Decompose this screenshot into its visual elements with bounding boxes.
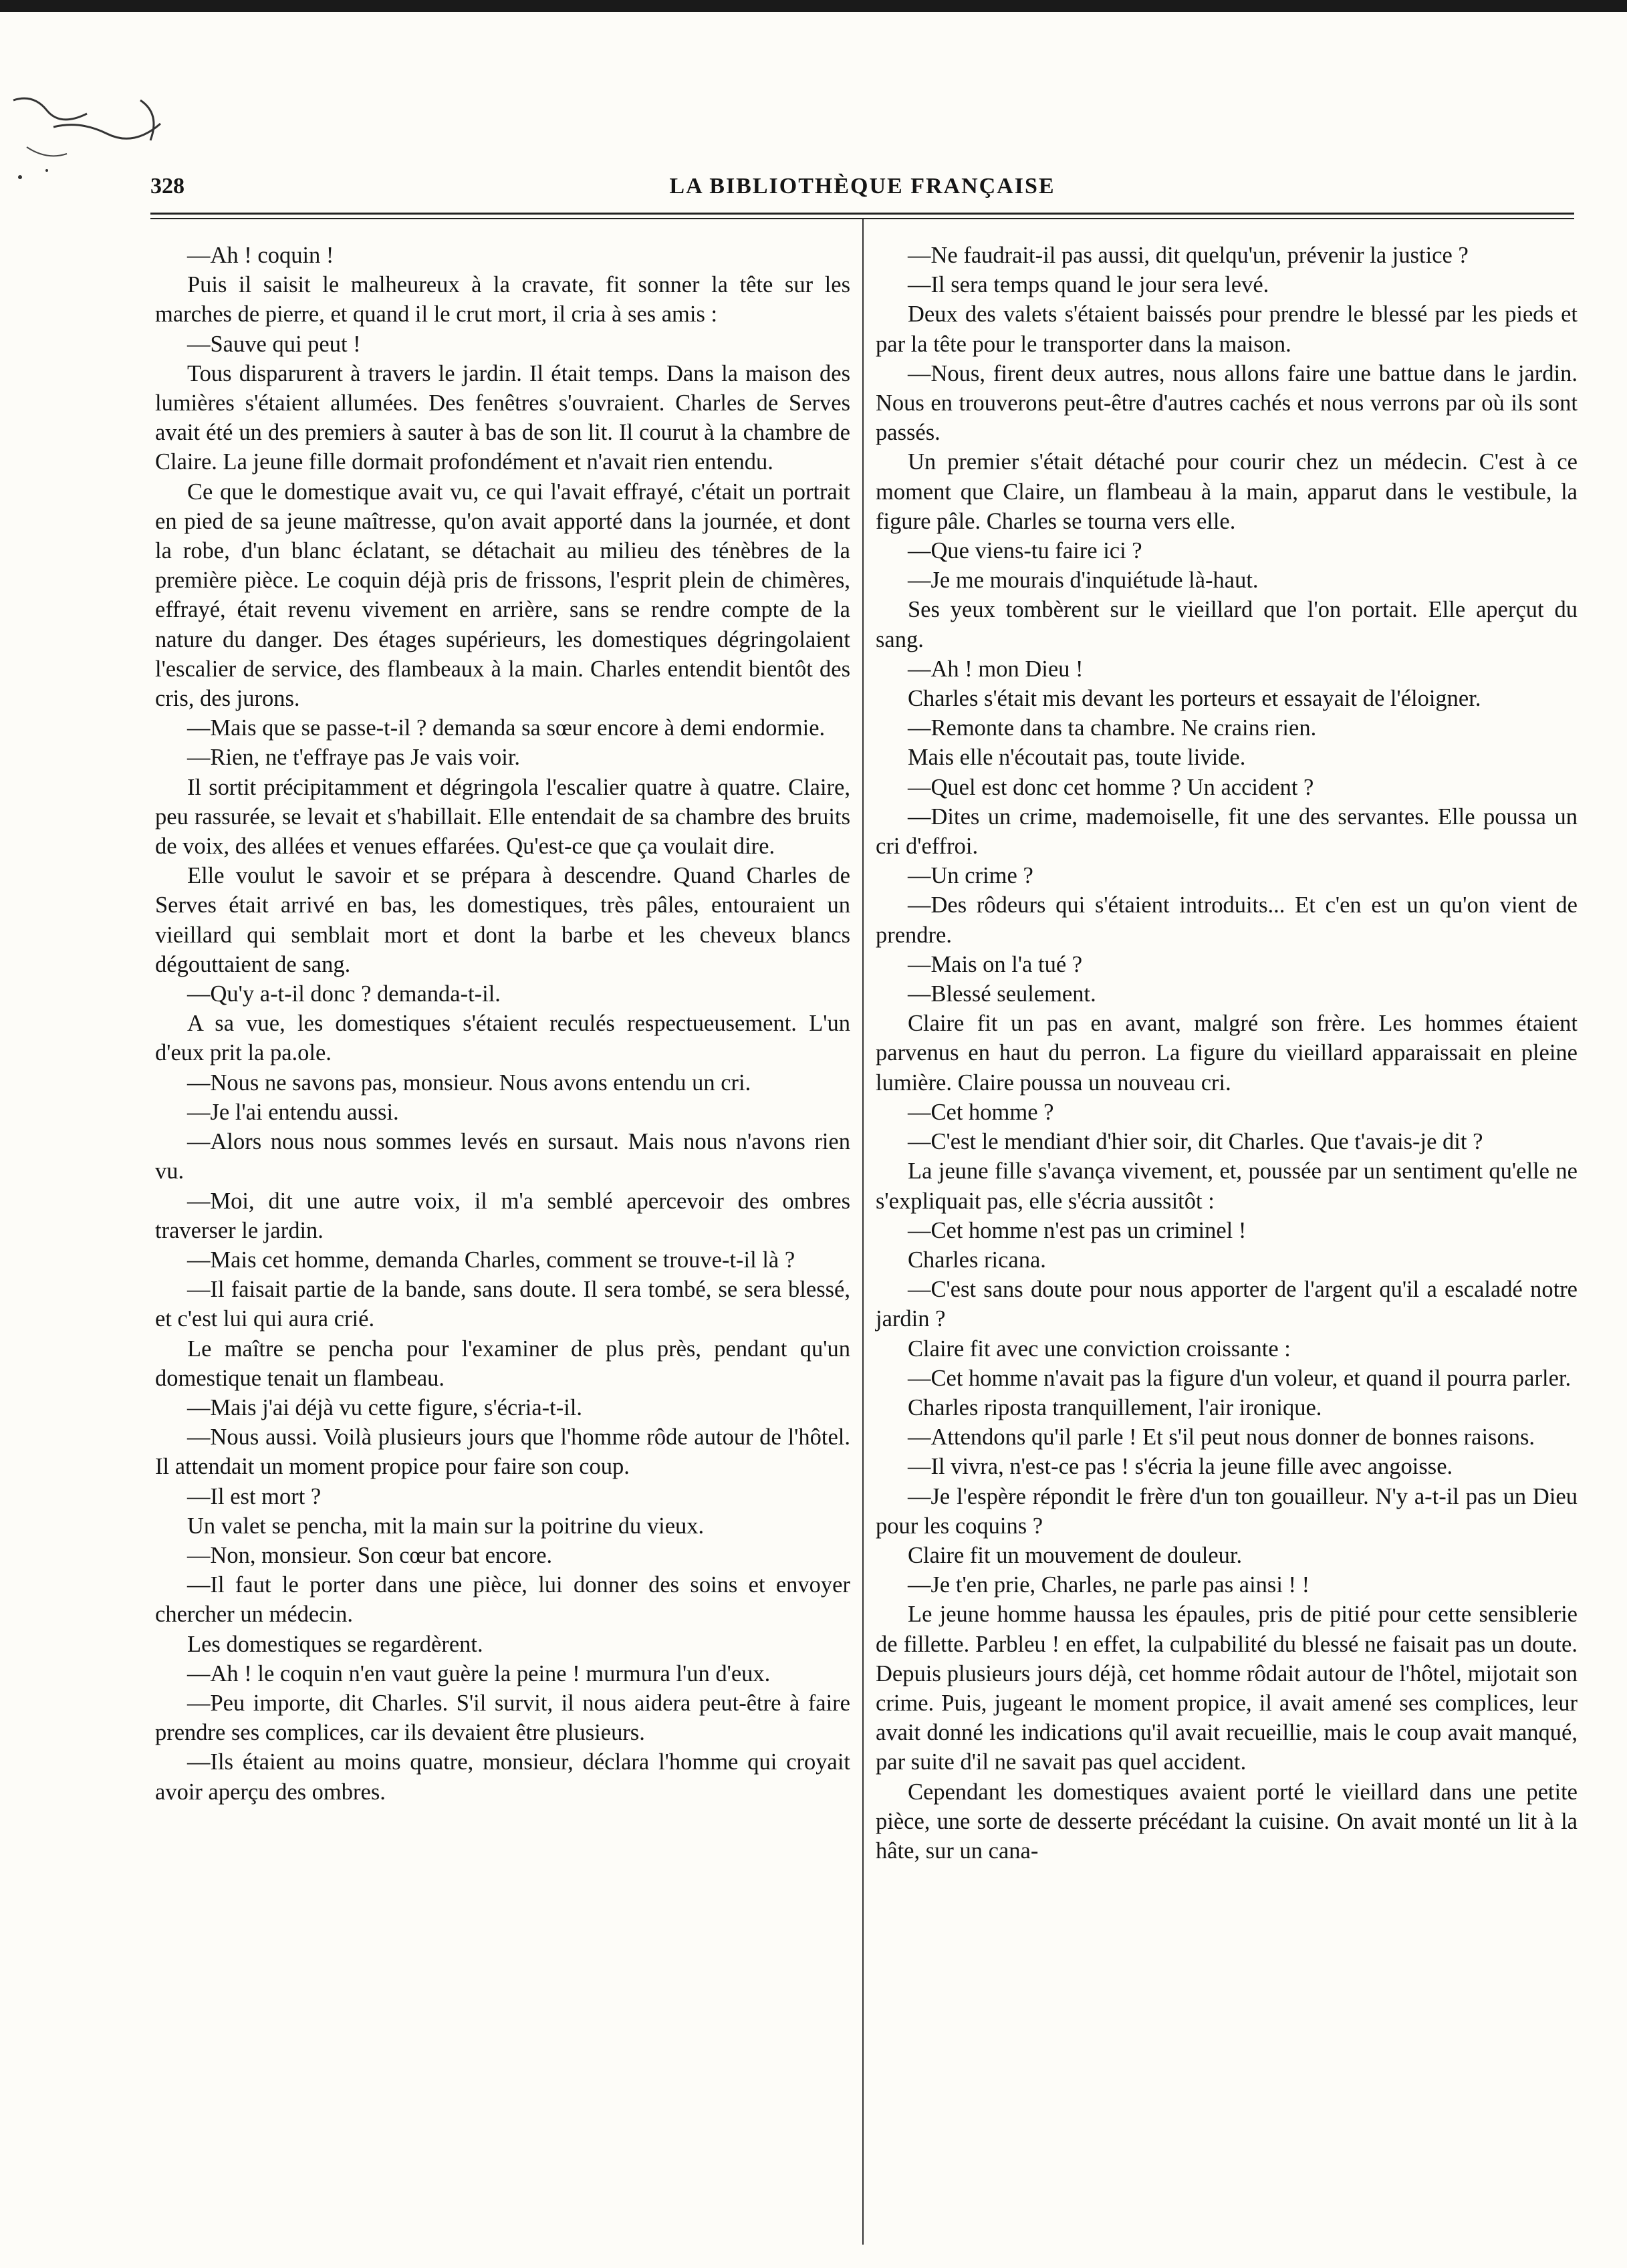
paragraph: Mais elle n'écoutait pas, toute livide. [908, 745, 1246, 771]
paragraph: —Cet homme ? [908, 1099, 1054, 1125]
paragraph: —Un crime ? [908, 863, 1033, 889]
paragraph: Un valet se pencha, mit la main sur la poitrine du vieux. [187, 1513, 705, 1539]
paragraph: —C'est le mendiant d'hier soir, dit Charles. Que t'avais-je dit ? [908, 1129, 1483, 1155]
paragraph: —Mais on l'a tué ? [908, 951, 1083, 977]
paragraph: —Que viens-tu faire ici ? [908, 538, 1142, 564]
paragraph: —Blessé seulement. [908, 981, 1096, 1007]
paragraph: —Sauve qui peut ! [187, 331, 361, 357]
paragraph: —Ah ! mon Dieu ! [908, 656, 1084, 682]
paragraph: —Mais que se passe-t-il ? demanda sa sœur encore à demi endormie. [187, 715, 826, 741]
paragraph: Claire fit un mouvement de douleur. [908, 1542, 1243, 1568]
paragraph: Le maître se pencha pour l'examiner de plus près, pendant qu'un domestique tenait un flambeau. [155, 1336, 850, 1391]
paragraph: Puis il saisit le malheureux à la cravate, fit sonner la tête sur les marches de pierre, et quand il le crut mort, il cria à ses amis : [155, 272, 850, 328]
paragraph: —Quel est donc cet homme ? Un accident ? [908, 774, 1314, 800]
paragraph: —Je l'ai entendu aussi. [187, 1099, 399, 1125]
paragraph: —Moi, dit une autre voix, il m'a semblé apercevoir des ombres traverser le jardin. [155, 1188, 850, 1243]
paragraph: Elle voulut le savoir et se prépara à descendre. Quand Charles de Serves était arrivé en bas, les domestiques, très pâles, entouraient un vieillard qui semblait mort et dont la barbe et les cheveux blancs dégouttaient de sang. [155, 863, 850, 977]
paragraph: A sa vue, les domestiques s'étaient reculés respectueusement. L'un d'eux prit la pa.ole. [155, 1011, 850, 1066]
paragraph: —Ah ! coquin ! [187, 243, 334, 268]
paragraph: —Il vivra, n'est-ce pas ! s'écria la jeune fille avec angoisse. [908, 1454, 1453, 1480]
paragraph: —Attendons qu'il parle ! Et s'il peut nous donner de bonnes raisons. [908, 1424, 1535, 1451]
paragraph: Un premier s'était détaché pour courir chez un médecin. C'est à ce moment que Claire, un flambeau à la main, apparut dans le vestibule, la figure pâle. Charles se tourna vers elle. [876, 449, 1578, 534]
paragraph: Charles s'était mis devant les porteurs et essayait de l'éloigner. [908, 686, 1481, 712]
paragraph: —Il sera temps quand le jour sera levé. [908, 272, 1269, 298]
paragraph: —Mais j'ai déjà vu cette figure, s'écria-t-il. [187, 1394, 583, 1420]
paragraph: Claire fit avec une conviction croissante : [908, 1336, 1291, 1362]
paragraph: —Cet homme n'avait pas la figure d'un voleur, et quand il pourra parler. [908, 1365, 1572, 1391]
left-column [155, 241, 850, 1807]
paragraph: —Alors nous nous sommes levés en sursaut. Mais nous n'avons rien vu. [155, 1129, 850, 1184]
paragraph: —Non, monsieur. Son cœur bat encore. [187, 1542, 553, 1568]
page-number: 328 [150, 174, 184, 199]
paragraph: Charles ricana. [908, 1247, 1046, 1273]
paragraph: Ce que le domestique avait vu, ce qui l'avait effrayé, c'était un portrait en pied de sa jeune maîtresse, qu'on avait apporté dans la journée, et dont la robe, d'un blanc éclatant, se détachait au milieu des ténèbres de la première pièce. Le coquin déjà pris de frissons, l'esprit plein de chimères, effrayé, était revenu vivement en arrière, sans se rendre compte de la nature du danger. Des étages supérieurs, les domestiques dégringolaient l'escalier de service, des flambeaux à la main. Charles entendit bientôt des cris, des jurons. [155, 479, 850, 712]
paragraph: —Peu importe, dit Charles. S'il survit, il nous aidera peut-être à faire prendre ses complices, car ils devaient être plusieurs. [155, 1690, 850, 1746]
paragraph: —Nous aussi. Voilà plusieurs jours que l'homme rôde autour de l'hôtel. Il attendait un moment propice pour faire son coup. [155, 1424, 850, 1480]
ink-smudge [7, 60, 174, 187]
paragraph: —Nous ne savons pas, monsieur. Nous avons entendu un cri. [187, 1069, 751, 1096]
right-column [876, 241, 1578, 1866]
paragraph: —Il faut le porter dans une pièce, lui donner des soins et envoyer chercher un médecin. [155, 1572, 850, 1628]
column-separator [862, 219, 864, 2245]
paragraph: Les domestiques se regardèrent. [187, 1631, 483, 1657]
paragraph: —Dites un crime, mademoiselle, fit une des servantes. Elle poussa un cri d'effroi. [876, 803, 1578, 860]
paragraph: Ses yeux tombèrent sur le vieillard que l'on portait. Elle aperçut du sang. [876, 597, 1578, 652]
paragraph: Il sortit précipitamment et dégringola l'escalier quatre à quatre. Claire, peu rassurée, se levait et s'habillait. Elle entendait de sa chambre des bruits de voix, des allées et venues effarées. Qu'est-ce que ça voulait dire. [155, 774, 850, 860]
paragraph: —Je t'en prie, Charles, ne parle pas ainsi ! ! [908, 1572, 1310, 1598]
paragraph: —Rien, ne t'effraye pas Je vais voir. [187, 745, 521, 771]
paragraph: Claire fit un pas en avant, malgré son frère. Les hommes étaient parvenus en haut du perron. La figure du vieillard apparaissait en pleine lumière. Claire poussa un nouveau cri. [876, 1011, 1578, 1096]
paragraph: —Remonte dans ta chambre. Ne crains rien. [908, 715, 1317, 741]
page-header [150, 174, 1574, 205]
paragraph: Deux des valets s'étaient baissés pour prendre le blessé par les pieds et par la tête pour le transporter dans la maison. [876, 301, 1578, 357]
paragraph: —Il faisait partie de la bande, sans doute. Il sera tombé, se sera blessé, et c'est lui qui aura crié. [155, 1277, 850, 1332]
paragraph: —Qu'y a-t-il donc ? demanda-t-il. [187, 981, 501, 1007]
paragraph: —C'est sans doute pour nous apporter de l'argent qu'il a escaladé notre jardin ? [876, 1277, 1578, 1332]
paragraph: Le jeune homme haussa les épaules, pris de pitié pour cette sensiblerie de fillette. Parbleu ! en effet, la culpabilité du blessé ne faisait pas un doute. Depuis plusieurs jours déjà, cet homme rôdait autour de l'hôtel, mijotait son crime. Puis, jugeant le moment propice, il avait amené ses complices, leur avait donné les indications qu'il avait recueillie, mais le coup avait manqué, par suite d'il ne savait pas quel accident. [876, 1602, 1578, 1775]
paragraph: Cependant les domestiques avaient porté le vieillard dans une petite pièce, une sorte de desserte précédant la cuisine. On avait monté un lit à la hâte, sur un cana- [876, 1779, 1578, 1864]
header-rule [150, 213, 1574, 215]
journal-title: LA BIBLIOTHÈQUE FRANÇAISE [669, 174, 1055, 199]
paragraph: —Je me mourais d'inquiétude là-haut. [908, 568, 1259, 594]
paragraph: —Cet homme n'est pas un criminel ! [908, 1217, 1247, 1243]
paragraph: —Il est mort ? [187, 1483, 322, 1509]
paragraph: —Ah ! le coquin n'en vaut guère la peine ! murmura l'un d'eux. [187, 1660, 771, 1686]
paragraph: Tous disparurent à travers le jardin. Il était temps. Dans la maison des lumières s'étaient allumées. Des fenêtres s'ouvraient. Charles de Serves avait été un des premiers à sauter à bas de son lit. Il courut à la chambre de Claire. La jeune fille dormait profondément et n'avait rien entendu. [155, 360, 850, 475]
paragraph: —Ils étaient au moins quatre, monsieur, déclara l'homme qui croyait avoir aperçu des ombres. [155, 1749, 850, 1805]
paragraph: La jeune fille s'avança vivement, et, poussée par un sentiment qu'elle ne s'expliquait pas, elle s'écria aussitôt : [876, 1158, 1578, 1214]
paragraph: Charles riposta tranquillement, l'air ironique. [908, 1394, 1322, 1420]
paragraph: —Des rôdeurs qui s'étaient introduits... Et c'en est un qu'on vient de prendre. [876, 892, 1578, 948]
paragraph: —Je l'espère répondit le frère d'un ton gouailleur. N'y a-t-il pas un Dieu pour les coquins ? [876, 1483, 1578, 1539]
paragraph: —Ne faudrait-il pas aussi, dit quelqu'un, prévenir la justice ? [908, 243, 1469, 268]
paragraph: —Mais cet homme, demanda Charles, comment se trouve-t-il là ? [187, 1247, 795, 1273]
page-top-edge [0, 0, 1627, 12]
paragraph: —Nous, firent deux autres, nous allons faire une battue dans le jardin. Nous en trouverons peut-être d'autres cachés et nous verrons par où ils sont passés. [876, 360, 1578, 446]
